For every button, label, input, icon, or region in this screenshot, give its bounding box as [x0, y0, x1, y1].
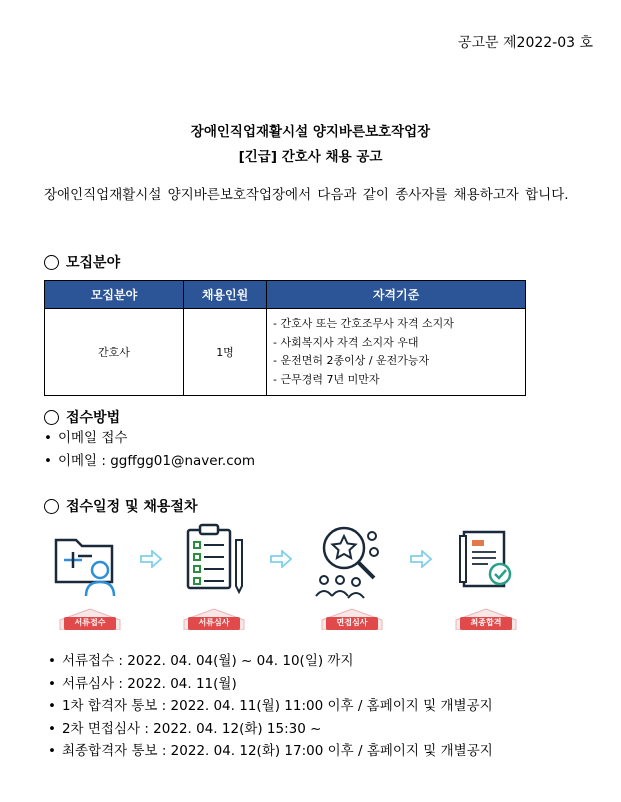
- folder-person-icon: [52, 526, 124, 598]
- star-search-people-icon: [312, 522, 388, 602]
- document-title-org: 장애인직업재활시설 양지바른보호작업장: [190, 124, 431, 140]
- process-steps-graphic: [44, 522, 584, 630]
- list-item: • 2차 면접심사 : 2022. 04. 12(화) 15:30 ~: [48, 718, 493, 741]
- table-cell-count: 1명: [184, 309, 267, 396]
- requirement-item: - 간호사 또는 간호조무사 자격 소지자: [273, 317, 454, 330]
- table-header-field: 모집분야: [45, 281, 184, 309]
- arrow-right-icon: [140, 550, 162, 568]
- circle-bullet-icon: [44, 499, 59, 514]
- table-header-count: 채용인원: [184, 281, 267, 309]
- section-apply-label: 접수방법: [66, 410, 121, 426]
- section-schedule-heading: [44, 496, 197, 516]
- list-item-email: • 이메일 : ggffgg01@naver.com: [44, 450, 255, 473]
- requirement-item: - 사회복지사 자격 소지자 우대: [273, 335, 419, 349]
- list-item: • 이메일 접수: [44, 427, 255, 450]
- apply-method-list: [44, 427, 255, 473]
- requirement-item: - 근무경력 7년 미만자: [273, 372, 380, 386]
- circle-bullet-icon: [44, 255, 59, 270]
- step-label-text: 서류심사: [198, 618, 230, 627]
- table-header-row: [45, 281, 526, 309]
- recruit-table: [44, 280, 526, 396]
- list-item: • 최종합격자 통보 : 2022. 04. 12(화) 17:00 이후 / 홈페이지 및 개별공지: [48, 740, 493, 763]
- section-schedule-label: 접수일정 및 채용절차: [66, 499, 198, 515]
- step-label-text: 최종합격: [470, 618, 502, 627]
- clipboard-checklist-icon: [184, 522, 246, 602]
- arrow-right-icon: [270, 550, 292, 568]
- document-reference: 공고문 제2022-03 호: [457, 35, 593, 51]
- requirement-item: - 운전면허 2종이상 / 운전가능자: [273, 354, 430, 367]
- certificate-document-icon: [458, 528, 518, 600]
- list-item: • 서류접수 : 2022. 04. 04(월) ~ 04. 10(일) 까지: [48, 650, 493, 673]
- intro-paragraph: 장애인직업재활시설 양지바른보호작업장에서 다음과 같이 종사자를 채용하고자 합니다.: [44, 187, 569, 203]
- table-cell-field: 간호사: [45, 309, 184, 396]
- section-recruit-heading: [44, 252, 120, 272]
- table-header-requirements: 자격기준: [267, 281, 526, 309]
- arrow-right-icon: [410, 550, 432, 568]
- document-title-main: [긴급] 간호사 채용 공고: [238, 149, 383, 165]
- table-cell-requirements: [267, 309, 526, 396]
- table-row: [45, 309, 526, 396]
- list-item: • 1차 합격자 통보 : 2022. 04. 11(월) 11:00 이후 / 홈페이지 및 개별공지: [48, 695, 493, 718]
- list-item: • 서류심사 : 2022. 04. 11(월): [48, 673, 493, 696]
- section-recruit-label: 모집분야: [66, 255, 121, 271]
- section-apply-heading: [44, 407, 120, 427]
- circle-bullet-icon: [44, 410, 59, 425]
- step-label-text: 면접심사: [336, 618, 368, 627]
- schedule-list: [48, 650, 493, 763]
- step-label-text: 서류접수: [74, 618, 106, 627]
